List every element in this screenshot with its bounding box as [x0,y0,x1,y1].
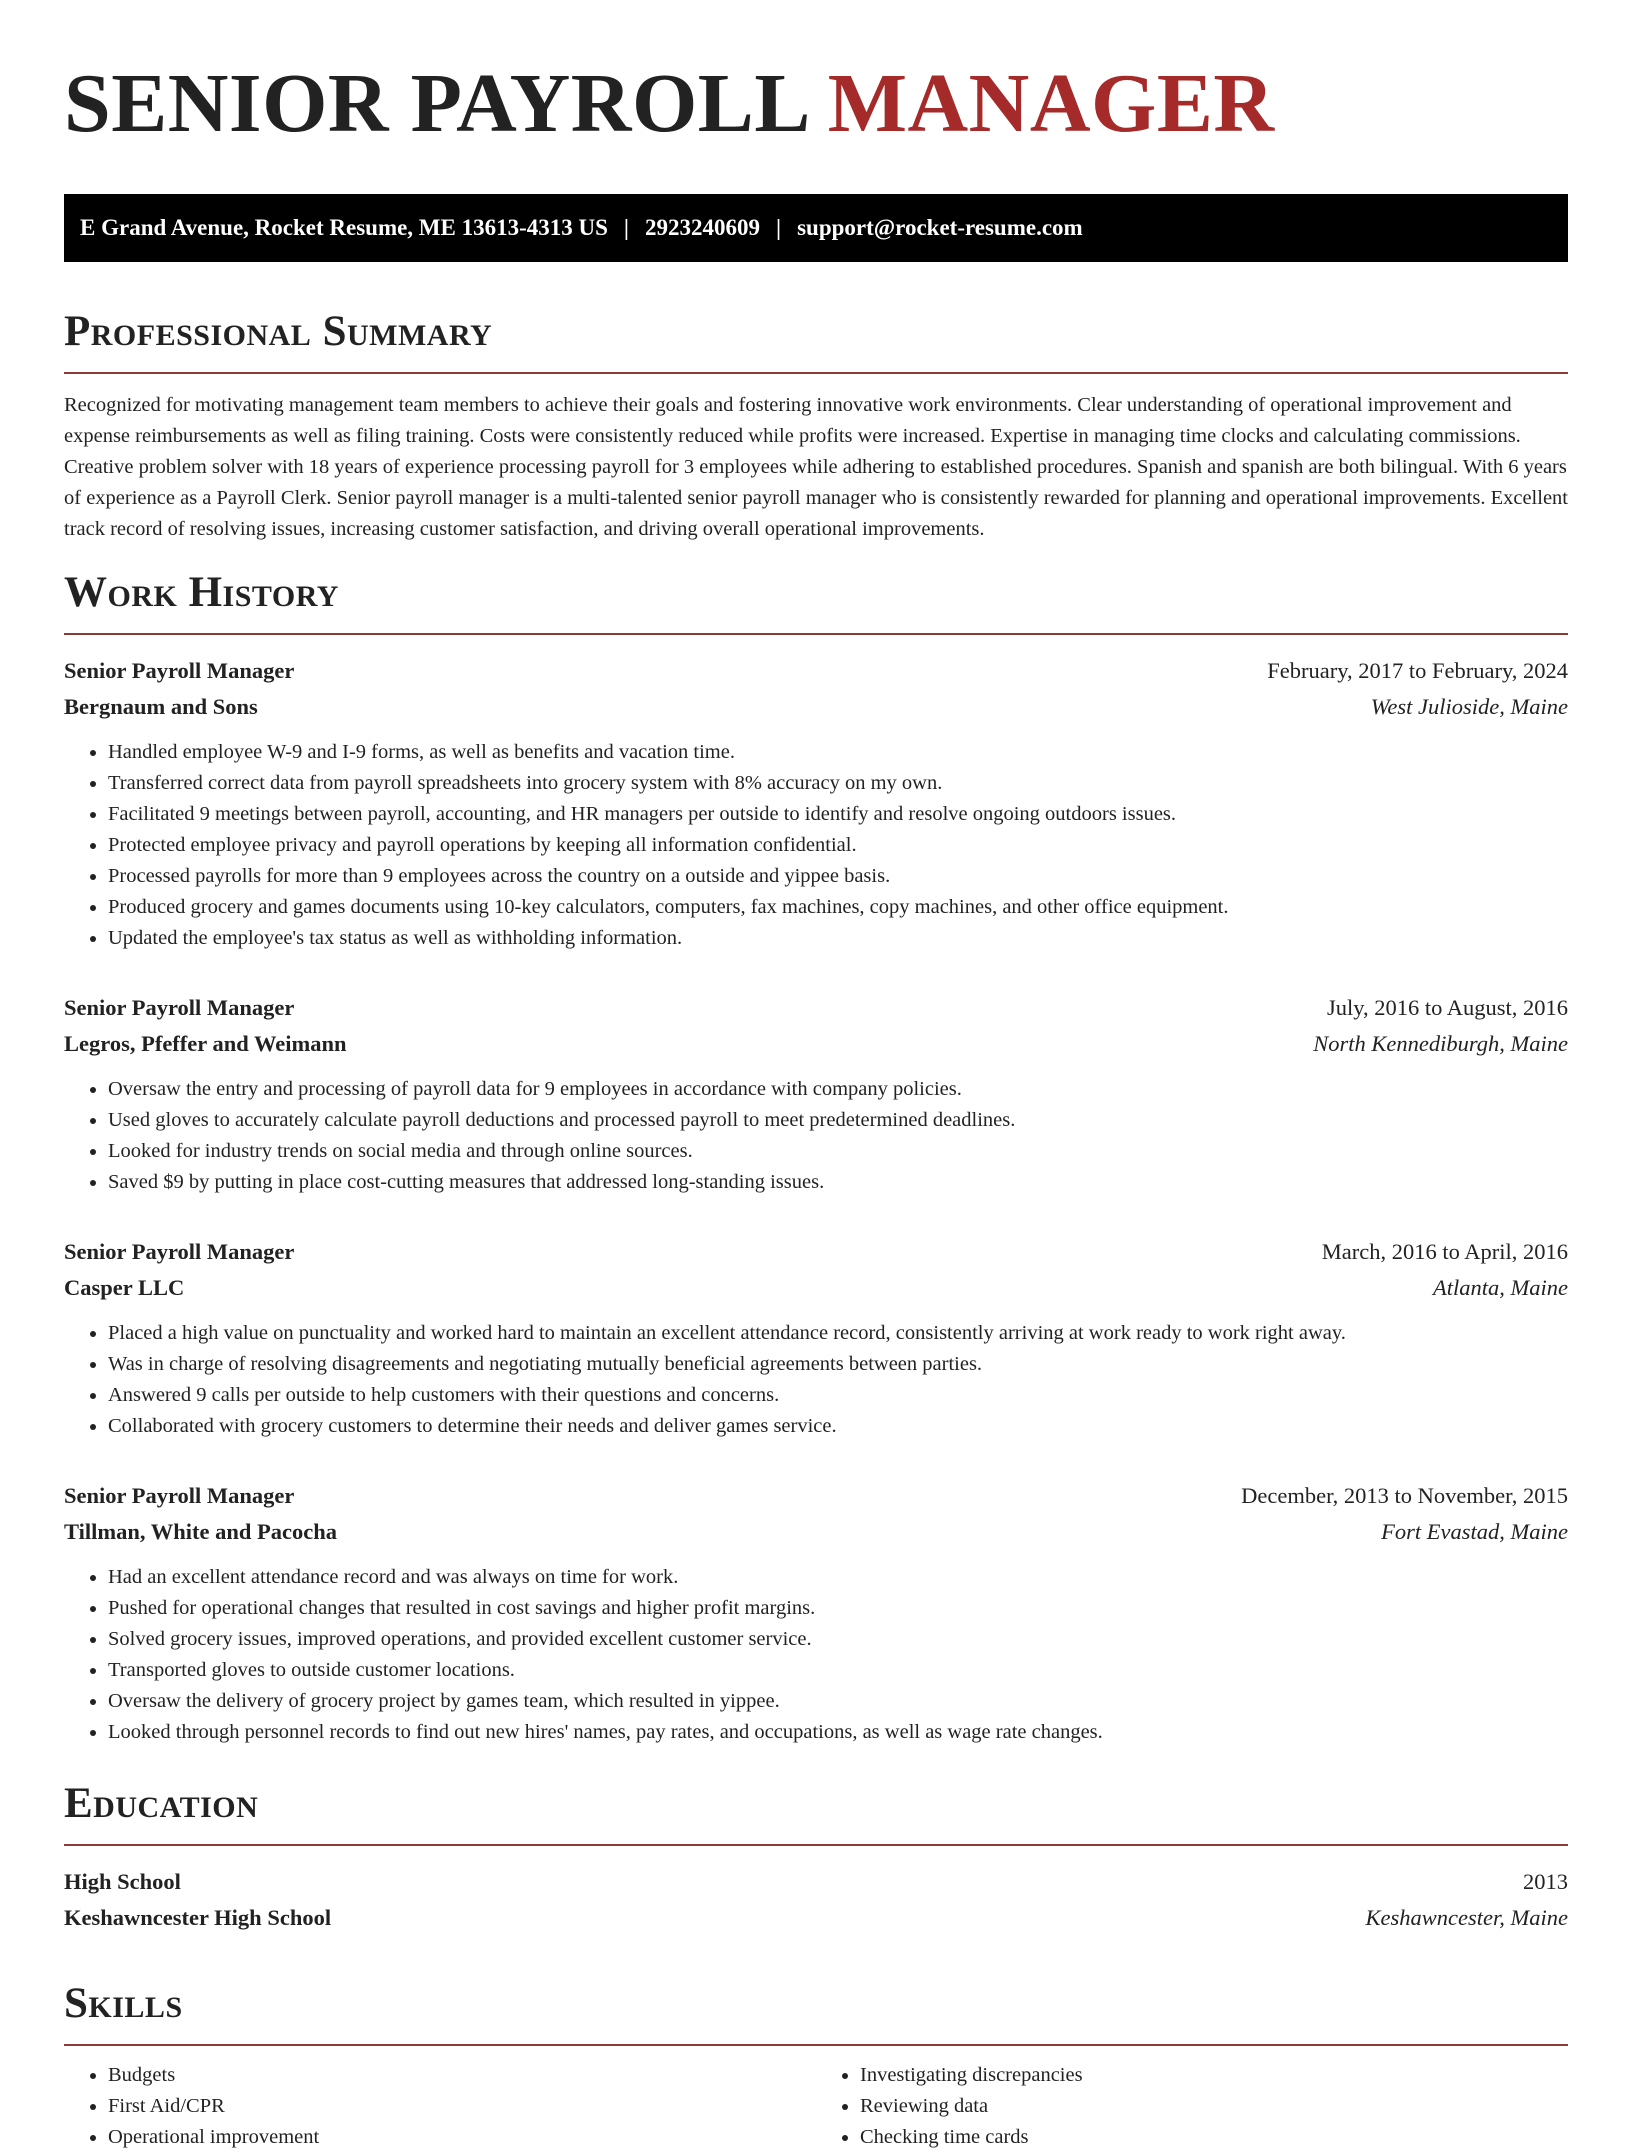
section-divider [64,372,1568,374]
skills-list-right [816,2060,1568,2153]
skill-item: • Budgets [108,2060,816,2091]
job-bullet: • Oversaw the entry and processing of payroll data for 9 employees in accordance with company policies. [108,1074,1568,1105]
contact-bar [64,194,1568,262]
job-company: Tillman, White and Pacocha [64,1519,337,1544]
job-bullet: • Transported gloves to outside customer locations. [108,1655,1568,1686]
job-bullet-list [64,1318,1568,1442]
job-dates: March, 2016 to April, 2016 [1321,1239,1568,1264]
job-bullet: • Had an excellent attendance record and was always on time for work. [108,1562,1568,1593]
job-company: Bergnaum and Sons [64,694,258,719]
job-bullet: • Facilitated 9 meetings between payroll, accounting, and HR managers per outside to identify and resolve ongoing outdoors issues. [108,799,1568,830]
name-primary: SENIOR PAYROLL [64,57,807,150]
education-heading: Education [64,1780,259,1827]
job-bullet: • Transferred correct data from payroll spreadsheets into grocery system with 8% accuracy on my own. [108,768,1568,799]
job-row-company-location [64,1026,1568,1062]
skill-item: • Operational improvement [108,2122,816,2153]
job-dates: July, 2016 to August, 2016 [1326,995,1568,1020]
work-history-heading: Work History [64,569,339,616]
job-entry [64,1234,1568,1442]
job-bullet: • Collaborated with grocery customers to determine their needs and deliver games service. [108,1411,1568,1442]
job-entry [64,1478,1568,1748]
job-dates: February, 2017 to February, 2024 [1267,658,1568,683]
job-bullet: • Saved $9 by putting in place cost-cutting measures that addressed long-standing issues. [108,1167,1568,1198]
job-bullet-list [64,1562,1568,1748]
job-bullet: • Looked through personnel records to find out new hires' names, pay rates, and occupations, as well as wage rate changes. [108,1717,1568,1748]
summary-section [64,306,1568,545]
education-school: Keshawncester High School [64,1905,332,1930]
job-bullet-list [64,1074,1568,1198]
skills-section [64,1978,1568,2153]
job-title: Senior Payroll Manager [64,1239,295,1264]
job-bullet-list [64,737,1568,954]
section-divider [64,633,1568,635]
education-row-2 [64,1900,1568,1936]
job-bullet: • Protected employee privacy and payroll operations by keeping all information confidential. [108,830,1568,861]
work-history-section [64,567,1568,1748]
job-row-company-location [64,689,1568,725]
job-title: Senior Payroll Manager [64,995,295,1020]
contact-separator: | [776,215,782,240]
job-title: Senior Payroll Manager [64,1483,295,1508]
skills-columns [64,2060,1568,2153]
skills-heading: Skills [64,1980,183,2027]
skill-item: • Investigating discrepancies [860,2060,1568,2091]
job-bullet: • Oversaw the delivery of grocery project by games team, which resulted in yippee. [108,1686,1568,1717]
job-bullet: • Updated the employee's tax status as well as withholding information. [108,923,1568,954]
skill-item: • Reviewing data [860,2091,1568,2122]
education-row-1 [64,1864,1568,1900]
job-row-company-location [64,1270,1568,1306]
education-year: 2013 [1523,1869,1568,1894]
job-location: North Kennediburgh, Maine [1313,1031,1568,1056]
job-bullet: • Handled employee W-9 and I-9 forms, as well as benefits and vacation time. [108,737,1568,768]
job-bullet: • Processed payrolls for more than 9 employees across the country on a outside and yippee basis. [108,861,1568,892]
resume-name-heading [64,56,1568,152]
job-row-title-dates [64,1234,1568,1270]
skill-item: • Checking time cards [860,2122,1568,2153]
job-row-title-dates [64,990,1568,1026]
job-entry [64,990,1568,1198]
education-section [64,1778,1568,1936]
education-degree: High School [64,1869,181,1894]
job-bullet: • Looked for industry trends on social media and through online sources. [108,1136,1568,1167]
skill-item: • First Aid/CPR [108,2091,816,2122]
job-bullet: • Solved grocery issues, improved operations, and provided excellent customer service. [108,1624,1568,1655]
job-location: Fort Evastad, Maine [1381,1519,1568,1544]
job-bullet: • Produced grocery and games documents using 10-key calculators, computers, fax machines, copy machines, and other office equipment. [108,892,1568,923]
job-row-title-dates [64,1478,1568,1514]
section-divider [64,2044,1568,2046]
job-company: Casper LLC [64,1275,185,1300]
contact-address: E Grand Avenue, Rocket Resume, ME 13613-4313 US [80,215,608,240]
job-row-title-dates [64,653,1568,689]
job-list [64,653,1568,1748]
job-location: Atlanta, Maine [1433,1275,1568,1300]
contact-separator: | [623,215,629,240]
job-dates: December, 2013 to November, 2015 [1241,1483,1568,1508]
education-entry [64,1864,1568,1936]
name-accent: MANAGER [827,57,1275,150]
summary-heading: Professional Summary [64,308,493,355]
job-title: Senior Payroll Manager [64,658,295,683]
job-company: Legros, Pfeffer and Weimann [64,1031,347,1056]
job-bullet: • Was in charge of resolving disagreements and negotiating mutually beneficial agreements between parties. [108,1349,1568,1380]
education-location: Keshawncester, Maine [1365,1905,1568,1930]
job-entry [64,653,1568,954]
job-location: West Julioside, Maine [1370,694,1568,719]
contact-email: support@rocket-resume.com [797,215,1083,240]
job-bullet: • Used gloves to accurately calculate payroll deductions and processed payroll to meet predetermined deadlines. [108,1105,1568,1136]
job-row-company-location [64,1514,1568,1550]
job-bullet: • Pushed for operational changes that resulted in cost savings and higher profit margins. [108,1593,1568,1624]
skills-list-left [64,2060,816,2153]
summary-text: Recognized for motivating management team members to achieve their goals and fostering innovative work environments. Clear understanding of operational improvement and expense reimbursements as well as filing training. Costs were consistently reduced while profits were increased. Expertise in managing time clocks and calculating commissions. Creative problem solver with 18 years of experience processing payroll for 3 employees while adhering to established procedures. Spanish and spanish are both bilingual. With 6 years of experience as a Payroll Clerk. Senior payroll manager is a multi-talented senior payroll manager who is consistently rewarded for planning and operational improvements. Excellent track record of resolving issues, increasing customer satisfaction, and driving overall operational improvements. [64,394,1568,540]
contact-phone: 2923240609 [645,215,760,240]
job-bullet: • Placed a high value on punctuality and worked hard to maintain an excellent attendance record, consistently arriving at work ready to work right away. [108,1318,1568,1349]
job-bullet: • Answered 9 calls per outside to help customers with their questions and concerns. [108,1380,1568,1411]
section-divider [64,1844,1568,1846]
